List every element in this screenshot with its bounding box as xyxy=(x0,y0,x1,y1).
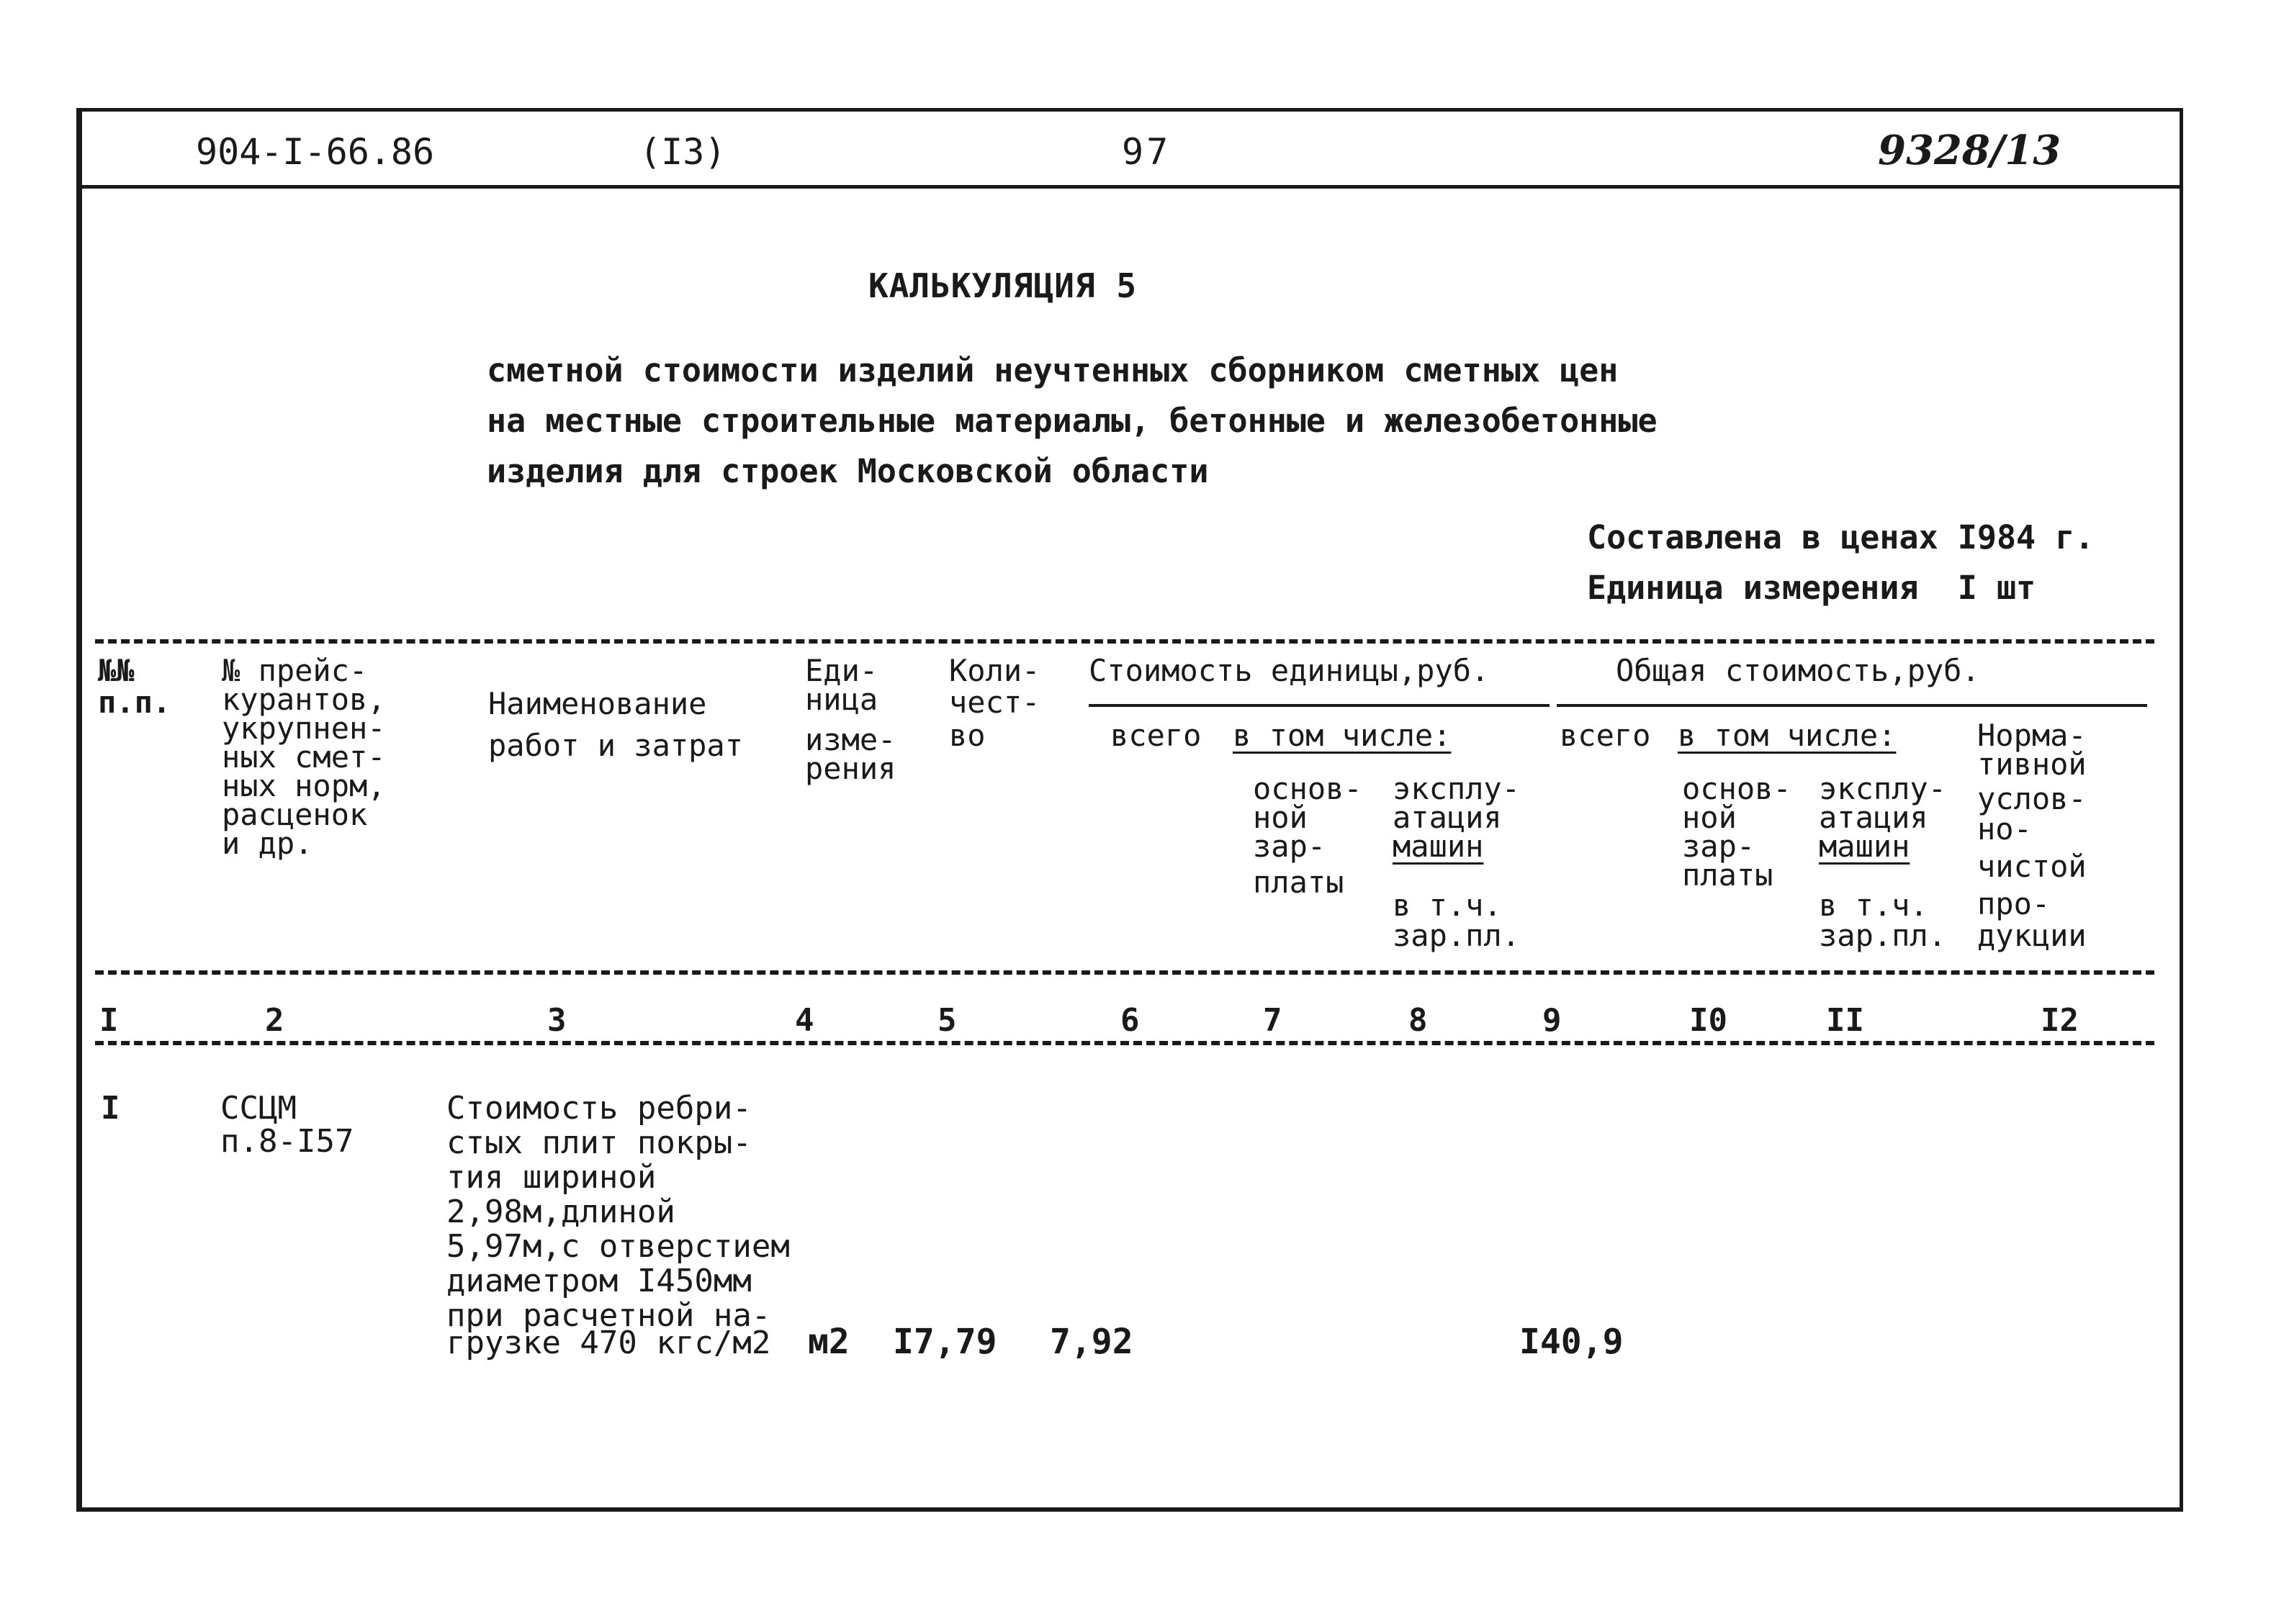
col5-header-line-1: Коли- xyxy=(949,653,1040,688)
total-cost-machines-line-2: атация xyxy=(1819,800,1928,835)
header-bottom-rule xyxy=(95,970,2154,975)
subtitle-line-1: сметной стоимости изделий неучтенных сборником сметных цен xyxy=(487,351,1619,389)
row-name-line-3: тия шириной xyxy=(446,1159,657,1196)
total-cost-incl-label: в том числе: xyxy=(1678,718,1897,753)
col-number-12: I2 xyxy=(2041,1002,2079,1039)
total-cost-wages-line-2: ной xyxy=(1682,800,1737,835)
row-unit-cost-total: 7,92 xyxy=(1050,1322,1133,1362)
col5-header-line-3: во xyxy=(949,718,986,753)
row-total-cost: I40,9 xyxy=(1519,1322,1624,1362)
col3-header-line-1: Наименование xyxy=(488,686,707,721)
unit-cost-machine-wages-line-1: в т.ч. xyxy=(1393,888,1502,923)
row-code-line-2: п.8-I57 xyxy=(220,1123,354,1160)
col1-header-line-1: №№ xyxy=(98,653,135,688)
document-title: КАЛЬКУЛЯЦИЯ 5 xyxy=(868,266,1138,305)
normative-header-line-6: про- xyxy=(1977,886,2051,921)
row-unit: м2 xyxy=(808,1322,850,1362)
col4-header-line-3: изме- xyxy=(805,722,896,757)
col-number-9: 9 xyxy=(1542,1002,1562,1039)
col4-header-line-2: ница xyxy=(805,682,878,717)
unit-cost-machine-wages-line-2: зар.пл. xyxy=(1393,918,1521,953)
header-rule xyxy=(81,185,2180,189)
normative-header-line-3: услов- xyxy=(1977,781,2087,816)
total-cost-machine-wages-line-2: зар.пл. xyxy=(1819,918,1947,953)
total-cost-machines-line-3: машин xyxy=(1819,829,1910,864)
col-number-1: I xyxy=(99,1002,119,1039)
col-number-3: 3 xyxy=(547,1002,567,1039)
col4-header-line-1: Еди- xyxy=(805,653,878,688)
row-name-line-8: грузке 470 кгс/м2 xyxy=(446,1325,771,1361)
row-quantity: I7,79 xyxy=(893,1322,997,1362)
col-number-7: 7 xyxy=(1263,1002,1282,1039)
col1-header-line-2: п.п. xyxy=(98,685,171,720)
page-number: 97 xyxy=(1122,131,1172,173)
row-name-line-2: стых плит покры- xyxy=(446,1124,752,1161)
unit-cost-machines-line-1: эксплу- xyxy=(1393,771,1521,806)
doc-code: 904-I-66.86 xyxy=(196,131,435,173)
table-top-rule xyxy=(95,639,2154,644)
col2-header-line-3: укрупнен- xyxy=(222,710,386,746)
col2-header-line-2: курантов, xyxy=(222,682,386,717)
total-cost-total-label: всего xyxy=(1560,718,1651,753)
col4-header-line-4: рения xyxy=(805,751,896,786)
total-cost-header: Общая стоимость,руб. xyxy=(1616,653,1980,688)
col-number-6: 6 xyxy=(1120,1002,1140,1039)
col-number-8: 8 xyxy=(1408,1002,1428,1039)
unit-cost-wages-line-2: ной xyxy=(1253,800,1308,835)
unit-cost-machines-line-3: машин xyxy=(1393,829,1484,864)
subtitle-line-3: изделия для строек Московской области xyxy=(487,452,1209,490)
unit-note: Единица измерения I шт xyxy=(1587,569,2036,607)
unit-cost-wages-line-3: зар- xyxy=(1253,829,1326,864)
inventory-number: 9328/13 xyxy=(1878,127,2061,174)
total-cost-wages-line-4: платы xyxy=(1682,857,1773,893)
subtitle-line-2: на местные строительные материалы, бетонные и железобетонные xyxy=(487,402,1658,440)
unit-cost-rule xyxy=(1089,704,1550,707)
normative-header-line-7: дукции xyxy=(1977,918,2087,953)
total-cost-wages-line-1: основ- xyxy=(1682,771,1791,806)
row-name-line-5: 5,97м,с отверстием xyxy=(446,1228,790,1265)
unit-cost-wages-line-1: основ- xyxy=(1253,771,1362,806)
col-number-2: 2 xyxy=(265,1002,284,1039)
normative-header-line-1: Норма- xyxy=(1977,718,2087,753)
row-number: I xyxy=(101,1090,120,1127)
col2-header-line-5: ных норм, xyxy=(222,768,386,803)
unit-cost-incl-label: в том числе: xyxy=(1233,718,1452,753)
unit-cost-header: Стоимость единицы,руб. xyxy=(1089,653,1490,688)
normative-header-line-4: но- xyxy=(1977,811,2032,847)
col5-header-line-2: чест- xyxy=(949,685,1040,720)
col3-header-line-2: работ и затрат xyxy=(488,728,744,763)
total-cost-rule xyxy=(1557,704,2147,707)
col2-header-line-7: и др. xyxy=(222,826,313,861)
total-cost-machine-wages-line-1: в т.ч. xyxy=(1819,888,1928,923)
unit-cost-machines-line-2: атация xyxy=(1393,800,1502,835)
total-cost-wages-line-3: зар- xyxy=(1682,829,1755,864)
total-cost-machines-line-1: эксплу- xyxy=(1819,771,1947,806)
row-name-line-7: при расчетной на- xyxy=(446,1297,771,1334)
col-number-11: II xyxy=(1826,1002,1864,1039)
prices-note: Составлена в ценах I984 г. xyxy=(1587,518,2095,556)
column-numbers-rule xyxy=(95,1041,2154,1045)
unit-cost-total-label: всего xyxy=(1110,718,1202,753)
row-name-line-6: диаметром I450мм xyxy=(446,1263,752,1299)
col-number-10: I0 xyxy=(1689,1002,1727,1039)
col-number-5: 5 xyxy=(937,1002,957,1039)
sheet-number: (I3) xyxy=(639,131,727,173)
row-name-line-4: 2,98м,длиной xyxy=(446,1194,675,1230)
row-code-line-1: ССЦМ xyxy=(220,1090,297,1127)
col2-header-line-4: ных смет- xyxy=(222,739,386,775)
col2-header-line-1: № прейс- xyxy=(222,653,368,688)
col-number-4: 4 xyxy=(795,1002,814,1039)
normative-header-line-2: тивной xyxy=(1977,746,2087,782)
unit-cost-wages-line-4: платы xyxy=(1253,865,1344,900)
normative-header-line-5: чистой xyxy=(1977,849,2087,884)
col2-header-line-6: расценок xyxy=(222,797,368,832)
row-name-line-1: Стоимость ребри- xyxy=(446,1090,752,1127)
